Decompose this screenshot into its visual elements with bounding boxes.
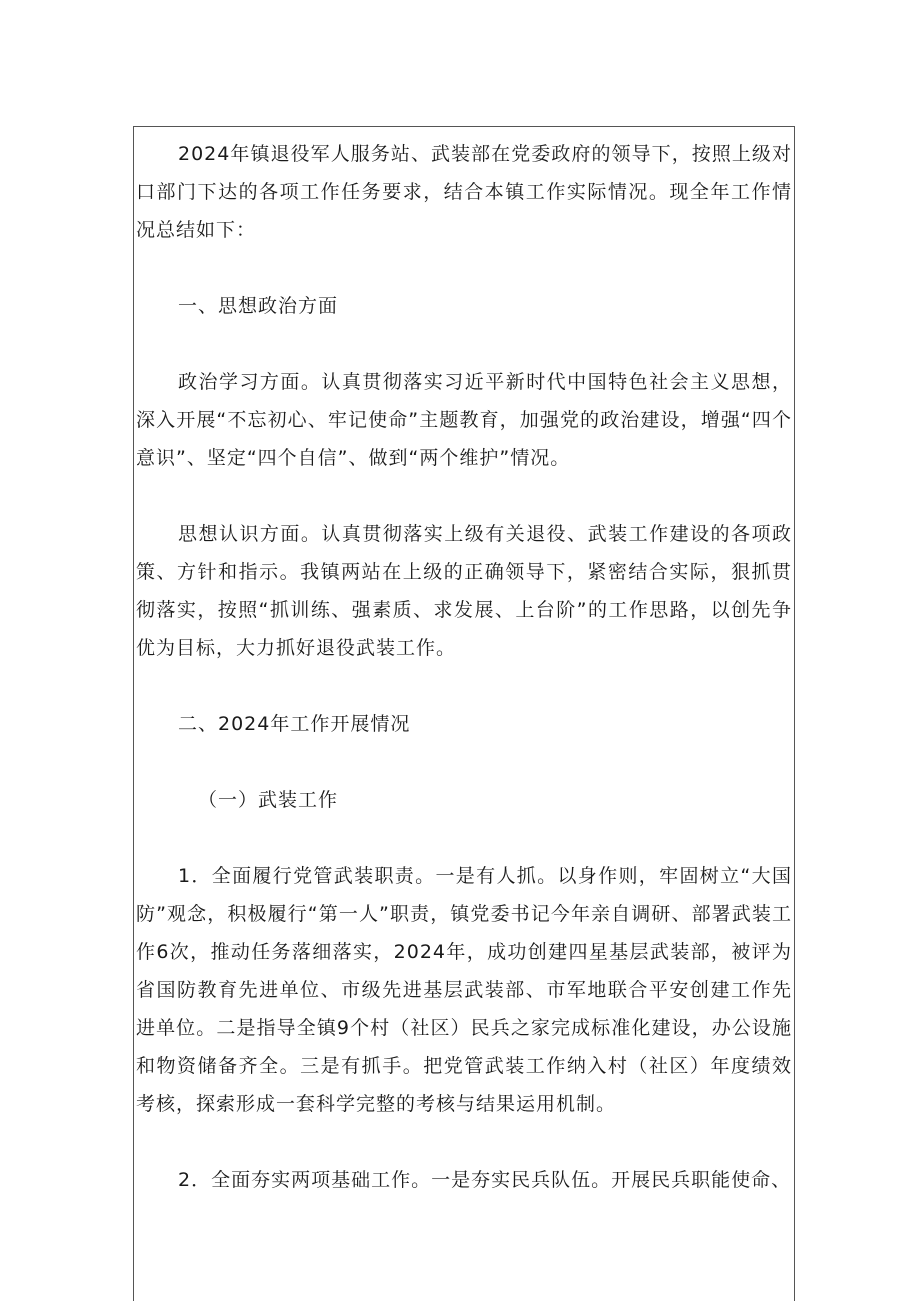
subsection-heading-1: （一）武装工作 [198,789,339,811]
document-body [136,135,792,1199]
paragraph-political-study: 政治学习方面。认真贯彻落实习近平新时代中国特色社会主义思想，深入开展“不忘初心、牢记使命”主题教育，加强党的政治建设，增强“四个意识”、坚定“四个自信”、做到“两个维护”情况。 [136,371,792,469]
intro-paragraph: 2024年镇退役军人服务站、武装部在党委政府的领导下，按照上级对口部门下达的各项工作任务要求，结合本镇工作实际情况。现全年工作情况总结如下： [136,143,792,241]
paragraph-ideological: 思想认识方面。认真贯彻落实上级有关退役、武装工作建设的各项政策、方针和指示。我镇两站在上级的正确领导下，紧密结合实际，狠抓贯彻落实，按照“抓训练、强素质、求发展、上台阶”的工作思路，以创先争优为目标，大力抓好退役武装工作。 [136,523,792,659]
section-heading-2: 二、2024年工作开展情况 [178,713,411,735]
section-heading-1: 一、思想政治方面 [178,295,339,317]
paragraph-item-2: 2．全面夯实两项基础工作。一是夯实民兵队伍。开展民兵职能使命、 [178,1169,792,1191]
paragraph-item-1: 1．全面履行党管武装职责。一是有人抓。以身作则，牢固树立“大国防”观念，积极履行“第一人”职责，镇党委书记今年亲自调研、部署武装工作6次，推动任务落细落实，2024年，成功创建四星基层武装部，被评为省国防教育先进单位、市级先进基层武装部、市军地联合平安创建工作先进单位。二是指导全镇9个村（社区）民兵之家完成标准化建设，办公设施和物资储备齐全。三是有抓手。把党管武装工作纳入村（社区）年度绩效考核，探索形成一套科学完整的考核与结果运用机制。 [136,865,792,1115]
